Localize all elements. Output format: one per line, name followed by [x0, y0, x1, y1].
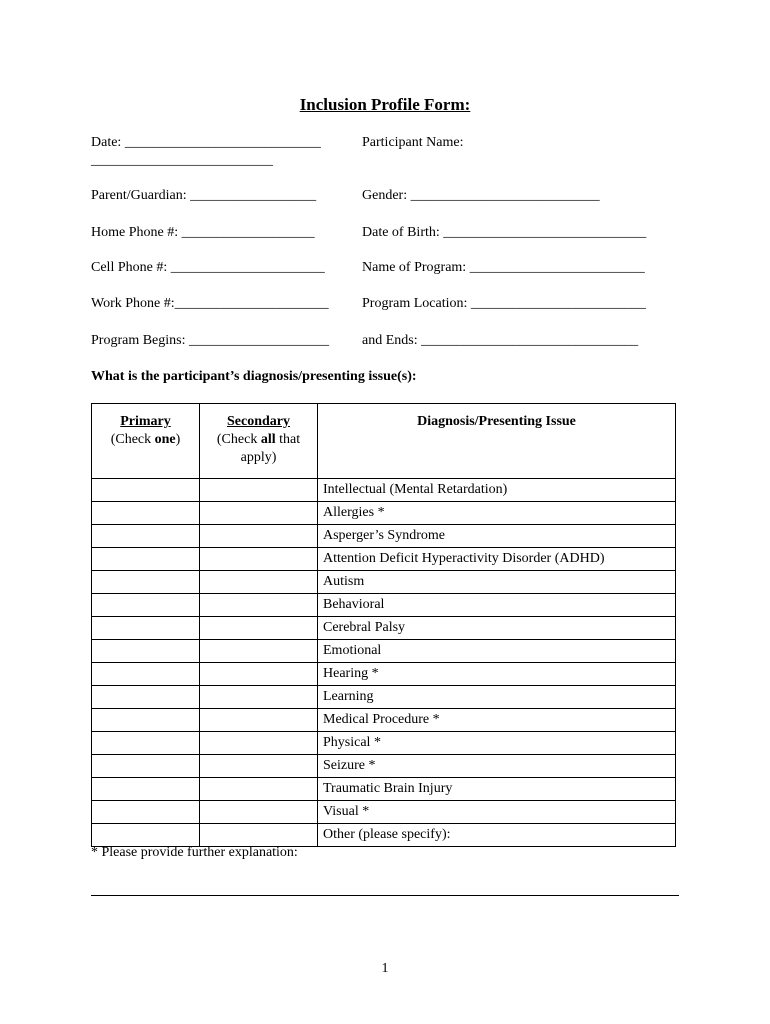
explanation-line[interactable] — [91, 895, 679, 896]
program-ends-field[interactable]: and Ends: _______________________________ — [362, 333, 639, 348]
secondary-checkbox-cell[interactable] — [200, 479, 318, 502]
secondary-checkbox-cell[interactable] — [200, 732, 318, 755]
program-begins-field[interactable]: Program Begins: ____________________ — [91, 333, 329, 348]
diagnosis-label: Visual * — [318, 801, 676, 824]
table-row — [92, 732, 676, 755]
primary-sub-post: ) — [175, 432, 181, 447]
primary-checkbox-cell[interactable] — [92, 640, 200, 663]
primary-checkbox-cell[interactable] — [92, 548, 200, 571]
gender-field[interactable]: Gender: ___________________________ — [362, 188, 600, 203]
table-header-row — [92, 404, 676, 479]
diagnosis-label: Physical * — [318, 732, 676, 755]
primary-sub-pre: (Check — [110, 432, 155, 447]
secondary-sub-pre: (Check — [216, 432, 261, 447]
diagnosis-column-header: Diagnosis/Presenting Issue — [318, 404, 676, 479]
secondary-checkbox-cell[interactable] — [200, 617, 318, 640]
diagnosis-label: Allergies * — [318, 502, 676, 525]
page-number: 1 — [381, 961, 389, 976]
secondary-checkbox-cell[interactable] — [200, 778, 318, 801]
diagnosis-question: What is the participant’s diagnosis/presenting issue(s): — [91, 369, 417, 384]
table-row — [92, 571, 676, 594]
primary-checkbox-cell[interactable] — [92, 709, 200, 732]
secondary-sub-bold: all — [260, 432, 276, 447]
secondary-checkbox-cell[interactable] — [200, 640, 318, 663]
secondary-checkbox-cell[interactable] — [200, 571, 318, 594]
table-row — [92, 594, 676, 617]
work-phone-field[interactable]: Work Phone #:______________________ — [91, 296, 329, 311]
diagnosis-label: Learning — [318, 686, 676, 709]
diagnosis-label: Autism — [318, 571, 676, 594]
home-phone-field[interactable]: Home Phone #: ___________________ — [91, 225, 315, 240]
primary-checkbox-cell[interactable] — [92, 686, 200, 709]
table-row — [92, 479, 676, 502]
table-row — [92, 548, 676, 571]
table-row — [92, 709, 676, 732]
table-row — [92, 824, 676, 847]
table-row — [92, 778, 676, 801]
secondary-sub-post: that apply) — [240, 432, 301, 465]
primary-column-header — [92, 404, 200, 479]
table-row — [92, 686, 676, 709]
diagnosis-table-body — [92, 479, 676, 847]
diagnosis-label: Cerebral Palsy — [318, 617, 676, 640]
form-title: Inclusion Profile Form: — [299, 95, 471, 114]
table-row — [92, 755, 676, 778]
primary-checkbox-cell[interactable] — [92, 778, 200, 801]
primary-checkbox-cell[interactable] — [92, 732, 200, 755]
secondary-heading: Secondary — [227, 414, 290, 429]
explanation-note: * Please provide further explanation: — [91, 845, 298, 860]
primary-checkbox-cell[interactable] — [92, 479, 200, 502]
participant-name-field[interactable]: __________________________ — [91, 153, 273, 168]
secondary-checkbox-cell[interactable] — [200, 824, 318, 847]
diagnosis-label: Emotional — [318, 640, 676, 663]
secondary-checkbox-cell[interactable] — [200, 709, 318, 732]
primary-sub-bold: one — [154, 432, 176, 447]
primary-heading: Primary — [120, 414, 171, 429]
secondary-checkbox-cell[interactable] — [200, 686, 318, 709]
table-row — [92, 617, 676, 640]
table-row — [92, 801, 676, 824]
diagnosis-label: Intellectual (Mental Retardation) — [318, 479, 676, 502]
table-row — [92, 640, 676, 663]
primary-checkbox-cell[interactable] — [92, 571, 200, 594]
table-row — [92, 525, 676, 548]
date-field[interactable]: Date: ____________________________ — [91, 135, 321, 150]
primary-checkbox-cell[interactable] — [92, 502, 200, 525]
parent-guardian-field[interactable]: Parent/Guardian: __________________ — [91, 188, 317, 203]
diagnosis-label: Seizure * — [318, 755, 676, 778]
name-of-program-field[interactable]: Name of Program: _________________________ — [362, 260, 645, 275]
primary-checkbox-cell[interactable] — [92, 801, 200, 824]
primary-checkbox-cell[interactable] — [92, 525, 200, 548]
table-row — [92, 663, 676, 686]
primary-checkbox-cell[interactable] — [92, 663, 200, 686]
diagnosis-label: Hearing * — [318, 663, 676, 686]
cell-phone-field[interactable]: Cell Phone #: ______________________ — [91, 260, 325, 275]
diagnosis-label: Behavioral — [318, 594, 676, 617]
diagnosis-table — [91, 403, 676, 847]
diagnosis-label: Attention Deficit Hyperactivity Disorder (ADHD) — [318, 548, 676, 571]
program-location-field[interactable]: Program Location: _________________________ — [362, 296, 646, 311]
diagnosis-label: Other (please specify): — [318, 824, 676, 847]
secondary-checkbox-cell[interactable] — [200, 502, 318, 525]
diagnosis-label: Traumatic Brain Injury — [318, 778, 676, 801]
secondary-checkbox-cell[interactable] — [200, 755, 318, 778]
primary-checkbox-cell[interactable] — [92, 594, 200, 617]
secondary-checkbox-cell[interactable] — [200, 801, 318, 824]
secondary-checkbox-cell[interactable] — [200, 525, 318, 548]
date-of-birth-field[interactable]: Date of Birth: _____________________________ — [362, 225, 647, 240]
secondary-checkbox-cell[interactable] — [200, 594, 318, 617]
secondary-checkbox-cell[interactable] — [200, 548, 318, 571]
diagnosis-label: Medical Procedure * — [318, 709, 676, 732]
participant-name-label: Participant Name: — [362, 135, 464, 150]
diagnosis-label: Asperger’s Syndrome — [318, 525, 676, 548]
primary-checkbox-cell[interactable] — [92, 617, 200, 640]
secondary-column-header — [200, 404, 318, 479]
table-row — [92, 502, 676, 525]
secondary-checkbox-cell[interactable] — [200, 663, 318, 686]
primary-checkbox-cell[interactable] — [92, 824, 200, 847]
primary-checkbox-cell[interactable] — [92, 755, 200, 778]
